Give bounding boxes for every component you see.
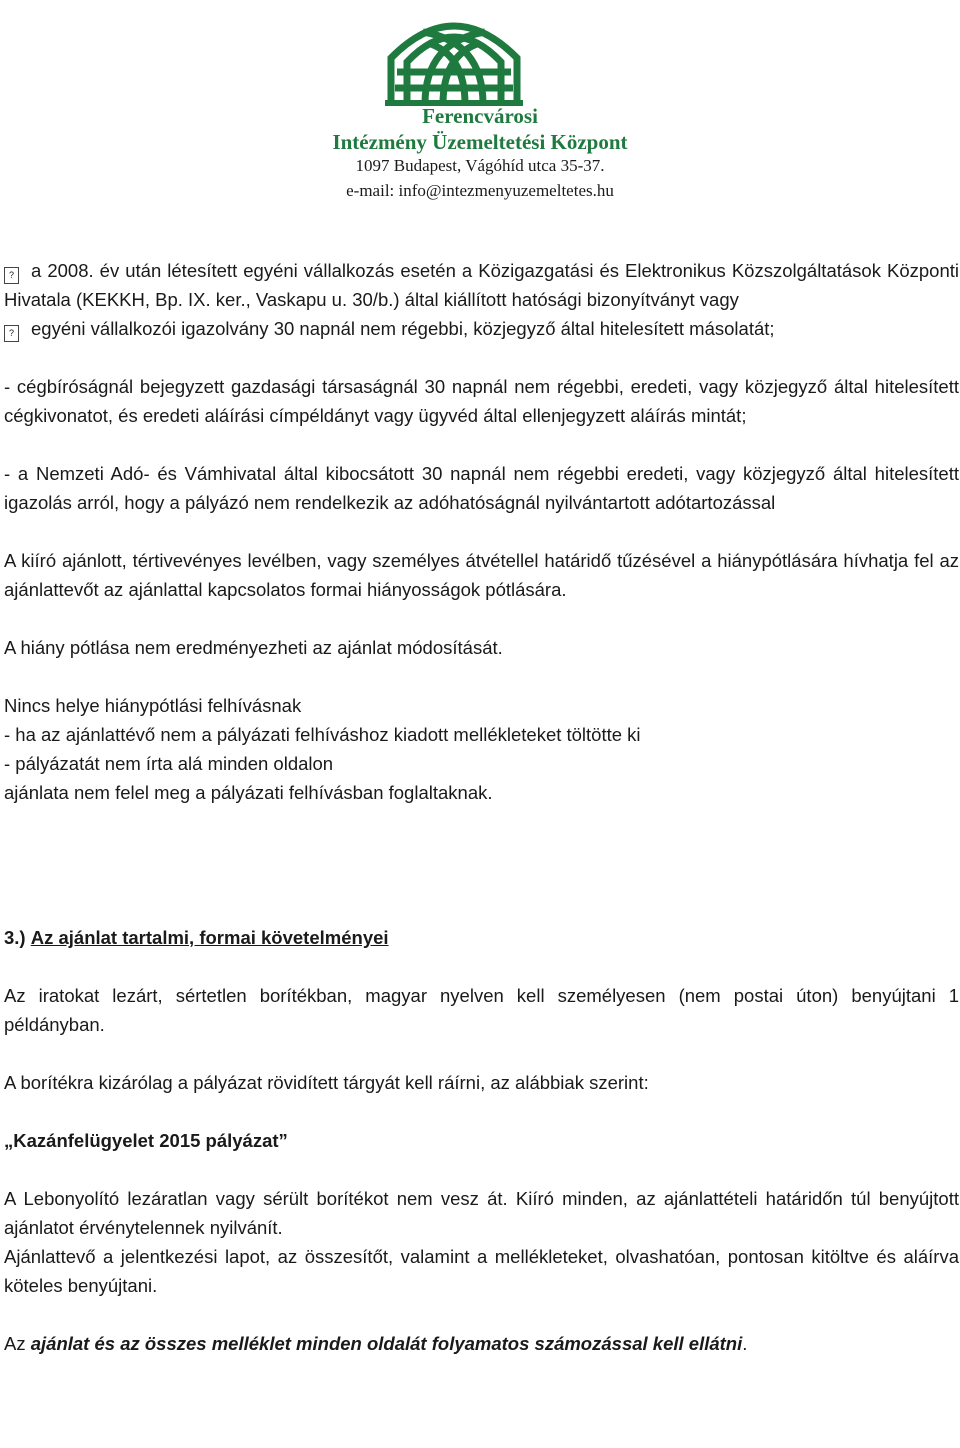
paragraph-envelope-rules: Az iratokat lezárt, sértetlen borítékban, magyar nyelven kell személyesen (nem postai úton) benyújtani 1 példányban. <box>4 985 959 1035</box>
paragraph-tax-certificate: - a Nemzeti Adó- és Vámhivatal által kibocsátott 30 napnál nem régebbi eredeti, vagy közjegyző által hitelesített igazolás arról, hogy a pályázó nem rendelkezik az adóhatóságnál nyilvántartott adótartozással <box>4 463 959 513</box>
org-address: 1097 Budapest, Vágóhíd utca 35-37. <box>355 156 605 175</box>
envelope-title: „Kazánfelügyelet 2015 pályázat” <box>4 1130 288 1151</box>
paragraph-numbering: Az ajánlat és az összes melléklet minden oldalát folyamatos számozással kell ellátni. <box>4 1333 748 1354</box>
letterhead <box>0 0 960 215</box>
paragraph-no-remedy-item: ajánlata nem felel meg a pályázati felhívásban foglaltaknak. <box>4 782 493 803</box>
paragraph-signing: Ajánlattevő a jelentkezési lapot, az összesítőt, valamint a mellékleteket, olvashatóan, pontosan kitöltve és aláírva köteles benyújtani. <box>4 1246 959 1296</box>
document-body <box>4 256 959 1358</box>
paragraph-envelope-label: A borítékra kizárólag a pályázat rövidített tárgyát kell ráírni, az alábbiak szerint: <box>4 1072 649 1093</box>
missing-glyph-icon: ? <box>4 267 19 284</box>
bullet-item: ? egyéni vállalkozói igazolvány 30 napnál nem régebbi, közjegyző által hitelesített másolatát; <box>4 314 959 343</box>
paragraph-rejection: A Lebonyolító lezáratlan vagy sérült borítékot nem vesz át. Kiíró minden, az ajánlattételi határidőn túl benyújtott ajánlatot érvénytelennek nyilvánít. <box>4 1188 959 1238</box>
section-title: Az ajánlat tartalmi, formai követelményei <box>30 927 389 948</box>
paragraph-no-remedy-item: - pályázatát nem írta alá minden oldalon <box>4 753 334 774</box>
org-name: Ferencvárosi <box>422 104 538 128</box>
paragraph-company-extract: - cégbíróságnál bejegyzett gazdasági társaságnál 30 napnál nem régebbi, eredeti, vagy közjegyző által hitelesített cégkivonatot, és eredeti aláírási címpéldányt vagy ügyvéd által ellenjegyzett aláírás mintát; <box>4 376 959 426</box>
section-heading <box>4 923 959 952</box>
paragraph-no-remedy-heading: Nincs helye hiánypótlási felhívásnak <box>4 695 302 716</box>
paragraph-deficiency-notice: A kiíró ajánlott, tértivevényes levélben, vagy személyes átvétellel határidő tűzésével a hiánypótlására hívhatja fel az ajánlattevőt az ajánlattal kapcsolatos formai hiányosságok pótlására. <box>4 550 959 600</box>
bullet-item: ? a 2008. év után létesített egyéni vállalkozás esetén a Közigazgatási és Elektronikus Közszolgáltatások Központi Hivatala (KEKKH, Bp. IX. ker., Vaskapu u. 30/b.) által kiállított hatósági bizonyítványt vagy <box>4 260 959 310</box>
paragraph-no-modification: A hiány pótlása nem eredményezheti az ajánlat módosítását. <box>4 637 503 658</box>
org-subtitle: Intézmény Üzemeltetési Központ <box>332 130 628 154</box>
paragraph-no-remedy-item: - ha az ajánlattévő nem a pályázati felhíváshoz kiadott mellékleteket töltötte ki <box>4 724 641 745</box>
arch-lattice-logo-icon <box>385 2 523 106</box>
missing-glyph-icon: ? <box>4 325 19 342</box>
emphasized-text: ajánlat és az összes melléklet minden oldalát folyamatos számozással kell ellátni <box>30 1333 743 1354</box>
org-email: e-mail: info@intezmenyuzemeltetes.hu <box>346 181 614 200</box>
section-number: 3.) <box>4 927 26 948</box>
